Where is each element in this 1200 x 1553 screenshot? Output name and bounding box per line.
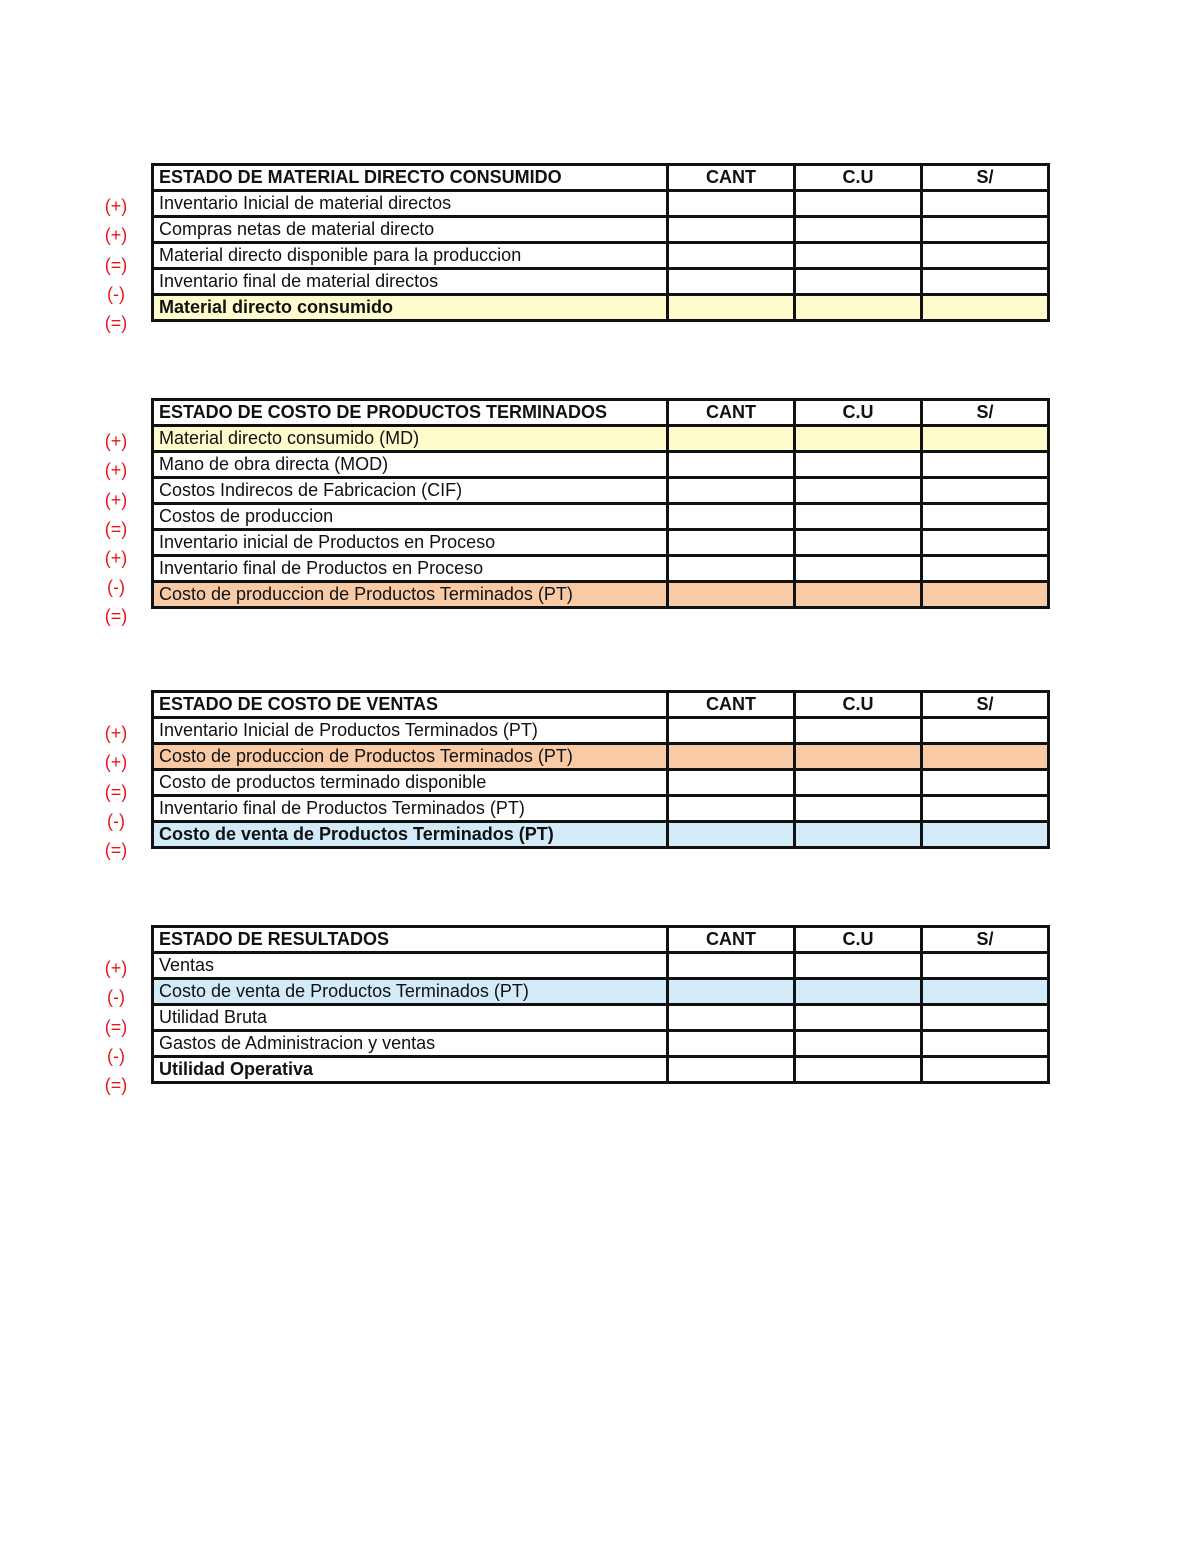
row-label: Mano de obra directa (MOD) bbox=[153, 452, 668, 478]
table-row bbox=[153, 295, 1049, 321]
cu-cell[interactable] bbox=[795, 530, 922, 556]
cu-cell[interactable] bbox=[795, 217, 922, 243]
cu-cell[interactable] bbox=[795, 744, 922, 770]
column-header-cant: CANT bbox=[668, 927, 795, 953]
cant-cell[interactable] bbox=[668, 744, 795, 770]
table-row bbox=[153, 191, 1049, 217]
table-row bbox=[153, 504, 1049, 530]
table-row bbox=[153, 796, 1049, 822]
cu-cell[interactable] bbox=[795, 822, 922, 848]
soles-cell[interactable] bbox=[922, 426, 1049, 452]
table-row bbox=[153, 530, 1049, 556]
soles-cell[interactable] bbox=[922, 582, 1049, 608]
operator-sign: (=) bbox=[104, 606, 128, 627]
row-label: Inventario final de Productos en Proceso bbox=[153, 556, 668, 582]
row-label: Material directo disponible para la produccion bbox=[153, 243, 668, 269]
cu-cell[interactable] bbox=[795, 718, 922, 744]
column-header-soles: S/ bbox=[922, 400, 1049, 426]
cant-cell[interactable] bbox=[668, 718, 795, 744]
cant-cell[interactable] bbox=[668, 953, 795, 979]
operator-sign: (+) bbox=[104, 548, 128, 568]
cu-cell[interactable] bbox=[795, 243, 922, 269]
cu-cell[interactable] bbox=[795, 770, 922, 796]
column-header-cu: C.U bbox=[795, 165, 922, 191]
operator-sign: (=) bbox=[104, 254, 128, 275]
table-row bbox=[153, 269, 1049, 295]
table-row bbox=[153, 452, 1049, 478]
soles-cell[interactable] bbox=[922, 770, 1049, 796]
operator-sign: (+) bbox=[104, 723, 128, 744]
row-label: Costos de produccion bbox=[153, 504, 668, 530]
row-label: Inventario inicial de Productos en Proceso bbox=[153, 530, 668, 556]
row-label: Material directo consumido bbox=[153, 295, 668, 321]
cant-cell[interactable] bbox=[668, 269, 795, 295]
row-label: Gastos de Administracion y ventas bbox=[153, 1031, 668, 1057]
soles-cell[interactable] bbox=[922, 1031, 1049, 1057]
row-label: Costo de venta de Productos Terminados (PT) bbox=[153, 979, 668, 1005]
row-label: Costo de venta de Productos Terminados (PT) bbox=[153, 822, 668, 848]
operator-sign: (=) bbox=[104, 518, 128, 539]
operator-sign: (+) bbox=[104, 958, 128, 979]
column-header-cant: CANT bbox=[668, 692, 795, 718]
soles-cell[interactable] bbox=[922, 1057, 1049, 1083]
operator-sign: (-) bbox=[107, 283, 125, 304]
soles-cell[interactable] bbox=[922, 530, 1049, 556]
row-label: Utilidad Bruta bbox=[153, 1005, 668, 1031]
cant-cell[interactable] bbox=[668, 426, 795, 452]
cu-cell[interactable] bbox=[795, 295, 922, 321]
cu-cell[interactable] bbox=[795, 191, 922, 217]
soles-cell[interactable] bbox=[922, 953, 1049, 979]
soles-cell[interactable] bbox=[922, 504, 1049, 530]
cant-cell[interactable] bbox=[668, 1057, 795, 1083]
table-row bbox=[153, 582, 1049, 608]
statement-estado-de-resultados bbox=[151, 925, 1050, 1084]
row-label: Compras netas de material directo bbox=[153, 217, 668, 243]
statement-estado-de-material-directo-consumido bbox=[151, 163, 1050, 322]
operator-sign: (=) bbox=[104, 840, 128, 860]
column-header-cu: C.U bbox=[795, 927, 922, 953]
column-header-cant: CANT bbox=[668, 400, 795, 426]
soles-cell[interactable] bbox=[922, 478, 1049, 504]
operator-sign: (+) bbox=[104, 431, 128, 452]
row-label: Inventario Inicial de material directos bbox=[153, 191, 668, 217]
table-row bbox=[153, 478, 1049, 504]
cant-cell[interactable] bbox=[668, 530, 795, 556]
cu-cell[interactable] bbox=[795, 504, 922, 530]
soles-cell[interactable] bbox=[922, 979, 1049, 1005]
table-row bbox=[153, 744, 1049, 770]
cant-cell[interactable] bbox=[668, 217, 795, 243]
table-row bbox=[153, 426, 1049, 452]
table-row bbox=[153, 718, 1049, 744]
table-row bbox=[153, 1057, 1049, 1083]
row-label: Costo de produccion de Productos Terminados (PT) bbox=[153, 582, 668, 608]
cu-cell[interactable] bbox=[795, 556, 922, 582]
row-label: Utilidad Operativa bbox=[153, 1057, 668, 1083]
statement-estado-de-costo-de-productos-terminados bbox=[151, 398, 1050, 609]
table-header-row bbox=[153, 927, 1049, 953]
statement-title: ESTADO DE COSTO DE VENTAS bbox=[153, 692, 668, 718]
column-header-soles: S/ bbox=[922, 165, 1049, 191]
cu-cell[interactable] bbox=[795, 1031, 922, 1057]
cu-cell[interactable] bbox=[795, 953, 922, 979]
row-label: Material directo consumido (MD) bbox=[153, 426, 668, 452]
row-label: Inventario Inicial de Productos Terminados (PT) bbox=[153, 718, 668, 744]
table-row bbox=[153, 1005, 1049, 1031]
operator-sign: (=) bbox=[104, 1075, 128, 1095]
cant-cell[interactable] bbox=[668, 796, 795, 822]
row-label: Costos Indirecos de Fabricacion (CIF) bbox=[153, 478, 668, 504]
cu-cell[interactable] bbox=[795, 1057, 922, 1083]
table-row bbox=[153, 556, 1049, 582]
table-row bbox=[153, 217, 1049, 243]
operator-sign: (=) bbox=[104, 1016, 128, 1037]
table-header-row bbox=[153, 692, 1049, 718]
table-row bbox=[153, 1031, 1049, 1057]
cu-cell[interactable] bbox=[795, 979, 922, 1005]
table-row bbox=[153, 953, 1049, 979]
cant-cell[interactable] bbox=[668, 979, 795, 1005]
operator-sign: (=) bbox=[104, 313, 128, 333]
cant-cell[interactable] bbox=[668, 478, 795, 504]
soles-cell[interactable] bbox=[922, 744, 1049, 770]
operator-sign: (=) bbox=[104, 781, 128, 802]
column-header-cant: CANT bbox=[668, 165, 795, 191]
cant-cell[interactable] bbox=[668, 1005, 795, 1031]
soles-cell[interactable] bbox=[922, 796, 1049, 822]
soles-cell[interactable] bbox=[922, 556, 1049, 582]
soles-cell[interactable] bbox=[922, 1005, 1049, 1031]
cu-cell[interactable] bbox=[795, 796, 922, 822]
soles-cell[interactable] bbox=[922, 243, 1049, 269]
operator-sign: (-) bbox=[107, 577, 125, 598]
operator-sign: (+) bbox=[104, 196, 128, 217]
cant-cell[interactable] bbox=[668, 770, 795, 796]
statement-estado-de-costo-de-ventas bbox=[151, 690, 1050, 849]
column-header-soles: S/ bbox=[922, 927, 1049, 953]
row-label: Inventario final de Productos Terminados (PT) bbox=[153, 796, 668, 822]
column-header-cu: C.U bbox=[795, 400, 922, 426]
operator-sign: (-) bbox=[107, 810, 125, 831]
operator-sign: (+) bbox=[104, 752, 128, 773]
cant-cell[interactable] bbox=[668, 582, 795, 608]
cant-cell[interactable] bbox=[668, 191, 795, 217]
cu-cell[interactable] bbox=[795, 269, 922, 295]
column-header-soles: S/ bbox=[922, 692, 1049, 718]
cu-cell[interactable] bbox=[795, 426, 922, 452]
statement-title: ESTADO DE COSTO DE PRODUCTOS TERMINADOS bbox=[153, 400, 668, 426]
cu-cell[interactable] bbox=[795, 582, 922, 608]
cant-cell[interactable] bbox=[668, 243, 795, 269]
soles-cell[interactable] bbox=[922, 295, 1049, 321]
row-label: Ventas bbox=[153, 953, 668, 979]
table-row bbox=[153, 770, 1049, 796]
cant-cell[interactable] bbox=[668, 295, 795, 321]
soles-cell[interactable] bbox=[922, 452, 1049, 478]
operator-sign: (+) bbox=[104, 225, 128, 246]
table-header-row bbox=[153, 400, 1049, 426]
cant-cell[interactable] bbox=[668, 1031, 795, 1057]
table-row bbox=[153, 979, 1049, 1005]
table-row bbox=[153, 243, 1049, 269]
operator-sign: (-) bbox=[107, 1045, 125, 1066]
row-label: Costo de productos terminado disponible bbox=[153, 770, 668, 796]
soles-cell[interactable] bbox=[922, 217, 1049, 243]
operator-sign: (+) bbox=[104, 460, 128, 481]
soles-cell[interactable] bbox=[922, 822, 1049, 848]
cant-cell[interactable] bbox=[668, 504, 795, 530]
cant-cell[interactable] bbox=[668, 822, 795, 848]
statement-title: ESTADO DE MATERIAL DIRECTO CONSUMIDO bbox=[153, 165, 668, 191]
cu-cell[interactable] bbox=[795, 1005, 922, 1031]
table-row bbox=[153, 822, 1049, 848]
cu-cell[interactable] bbox=[795, 452, 922, 478]
row-label: Inventario final de material directos bbox=[153, 269, 668, 295]
table-header-row bbox=[153, 165, 1049, 191]
soles-cell[interactable] bbox=[922, 191, 1049, 217]
statement-title: ESTADO DE RESULTADOS bbox=[153, 927, 668, 953]
operator-sign: (-) bbox=[107, 987, 125, 1008]
cant-cell[interactable] bbox=[668, 556, 795, 582]
column-header-cu: C.U bbox=[795, 692, 922, 718]
cant-cell[interactable] bbox=[668, 452, 795, 478]
row-label: Costo de produccion de Productos Terminados (PT) bbox=[153, 744, 668, 770]
soles-cell[interactable] bbox=[922, 269, 1049, 295]
cu-cell[interactable] bbox=[795, 478, 922, 504]
soles-cell[interactable] bbox=[922, 718, 1049, 744]
operator-sign: (+) bbox=[104, 489, 128, 510]
